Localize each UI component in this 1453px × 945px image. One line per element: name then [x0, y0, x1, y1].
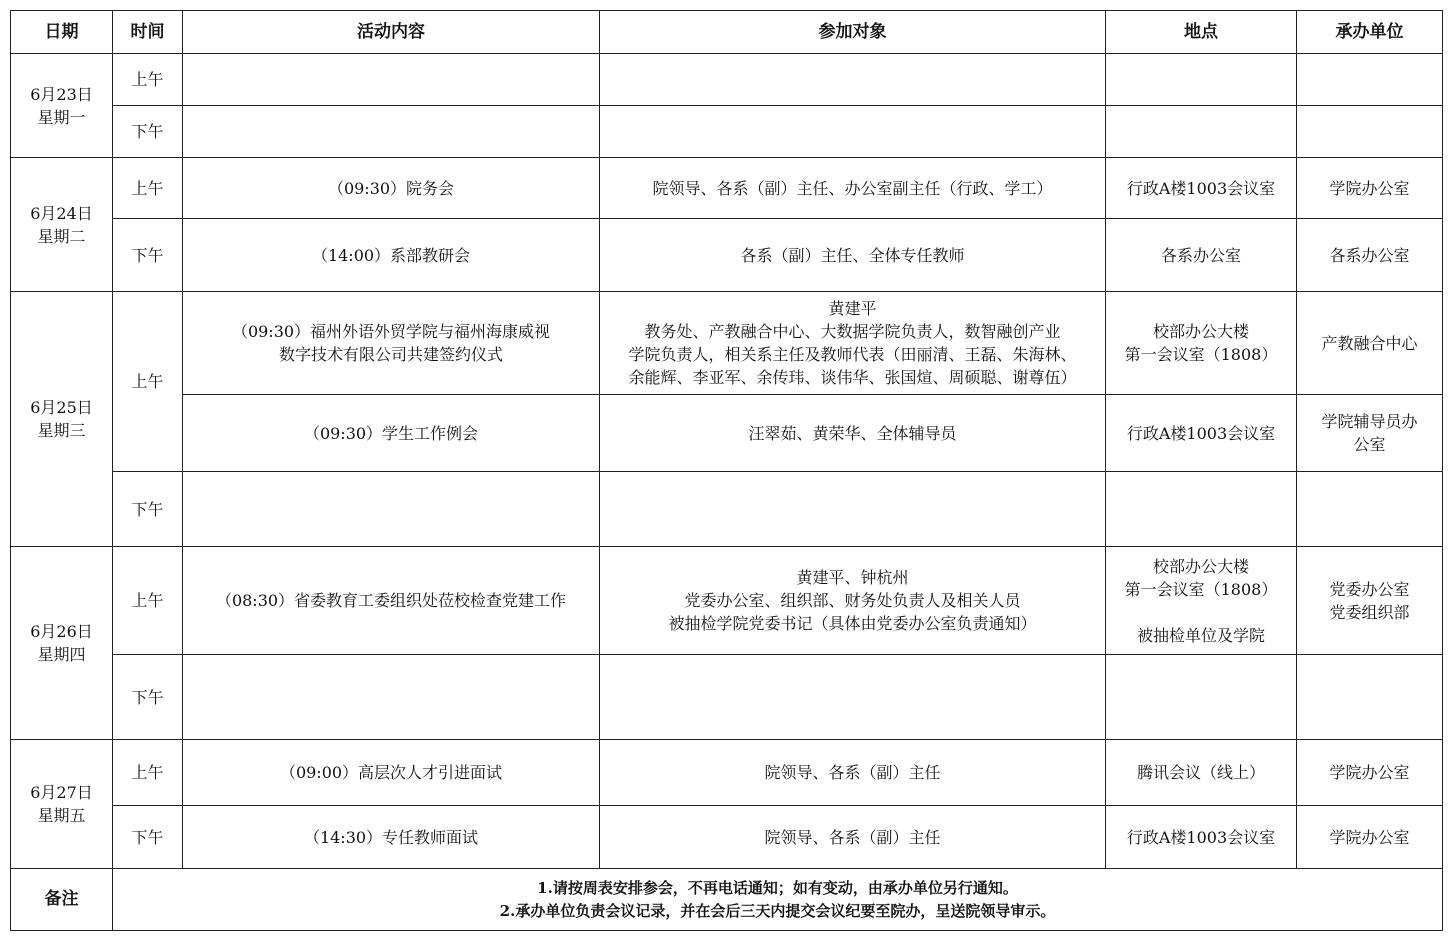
header-attendees: 参加对象: [600, 11, 1106, 54]
activity-cell: （09:30）福州外语外贸学院与福州海康威视 数字技术有限公司共建签约仪式: [183, 292, 600, 395]
organizer-cell: 党委办公室 党委组织部: [1297, 547, 1443, 655]
time-cell: 下午: [113, 472, 183, 547]
header-organizer: 承办单位: [1297, 11, 1443, 54]
activity-cell: （08:30）省委教育工委组织处莅校检查党建工作: [183, 547, 600, 655]
location-cell: 各系办公室: [1106, 219, 1297, 292]
activity-cell: （14:30）专任教师面试: [183, 806, 600, 869]
activity-cell: （09:00）高层次人才引进面试: [183, 740, 600, 806]
table-row: [11, 158, 1443, 219]
date-cell: 6月24日 星期二: [11, 158, 113, 292]
activity-cell: （09:30）学生工作例会: [183, 395, 600, 472]
attendees-cell: 院领导、各系（副）主任: [600, 806, 1106, 869]
note-line: 1.请按周表安排参会，不再电话通知；如有变动，由承办单位另行通知。: [537, 878, 1018, 897]
activity-cell: [183, 655, 600, 740]
activity-cell: （14:00）系部教研会: [183, 219, 600, 292]
activity-cell: [183, 472, 600, 547]
header-activity: 活动内容: [183, 11, 600, 54]
attendees-cell: 院领导、各系（副）主任、办公室副主任（行政、学工）: [600, 158, 1106, 219]
notes-label: 备注: [11, 869, 113, 931]
notes-row: [11, 869, 1443, 931]
organizer-cell: [1297, 54, 1443, 106]
location-cell: 校部办公大楼 第一会议室（1808） 被抽检单位及学院: [1106, 547, 1297, 655]
header-row: [11, 11, 1443, 54]
location-cell: 行政A楼1003会议室: [1106, 806, 1297, 869]
header-time: 时间: [113, 11, 183, 54]
table-row: [11, 740, 1443, 806]
time-cell: 下午: [113, 806, 183, 869]
date-cell: 6月23日 星期一: [11, 54, 113, 158]
organizer-cell: [1297, 106, 1443, 158]
date-cell: 6月26日 星期四: [11, 547, 113, 740]
time-cell: 下午: [113, 655, 183, 740]
table-row: [11, 106, 1443, 158]
activity-cell: （09:30）院务会: [183, 158, 600, 219]
weekly-schedule-table: [10, 10, 1443, 931]
attendees-cell: 院领导、各系（副）主任: [600, 740, 1106, 806]
organizer-cell: [1297, 655, 1443, 740]
location-cell: [1106, 106, 1297, 158]
organizer-cell: [1297, 472, 1443, 547]
note-line: 2.承办单位负责会议记录，并在会后三天内提交会议纪要至院办，呈送院领导审示。: [499, 901, 1056, 920]
date-cell: 6月25日 星期三: [11, 292, 113, 547]
time-cell: 下午: [113, 219, 183, 292]
organizer-cell: 各系办公室: [1297, 219, 1443, 292]
date-cell: 6月27日 星期五: [11, 740, 113, 869]
attendees-cell: [600, 54, 1106, 106]
table-row: [11, 54, 1443, 106]
header-location: 地点: [1106, 11, 1297, 54]
notes-content: [113, 869, 1443, 931]
table-row: [11, 219, 1443, 292]
attendees-cell: 汪翠茹、黄荣华、全体辅导员: [600, 395, 1106, 472]
organizer-cell: 学院辅导员办 公室: [1297, 395, 1443, 472]
time-cell: 上午: [113, 292, 183, 472]
location-cell: 行政A楼1003会议室: [1106, 158, 1297, 219]
attendees-cell: [600, 106, 1106, 158]
time-cell: 上午: [113, 54, 183, 106]
table-row: [11, 806, 1443, 869]
table-row: [11, 395, 1443, 472]
table-row: [11, 292, 1443, 395]
location-cell: 校部办公大楼 第一会议室（1808）: [1106, 292, 1297, 395]
attendees-cell: [600, 472, 1106, 547]
attendees-cell: 黄建平 教务处、产教融合中心、大数据学院负责人，数智融创产业 学院负责人，相关系主任及教师代表（田丽清、王磊、朱海林、 余能辉、李亚军、余传玮、谈伟华、张国煊、周硕聪、谢尊伍）: [600, 292, 1106, 395]
time-cell: 上午: [113, 158, 183, 219]
organizer-cell: 学院办公室: [1297, 158, 1443, 219]
activity-cell: [183, 106, 600, 158]
time-cell: 上午: [113, 740, 183, 806]
organizer-cell: 产教融合中心: [1297, 292, 1443, 395]
activity-cell: [183, 54, 600, 106]
time-cell: 下午: [113, 106, 183, 158]
table-row: [11, 655, 1443, 740]
location-cell: 行政A楼1003会议室: [1106, 395, 1297, 472]
location-cell: 腾讯会议（线上）: [1106, 740, 1297, 806]
location-cell: [1106, 472, 1297, 547]
time-cell: 上午: [113, 547, 183, 655]
location-cell: [1106, 54, 1297, 106]
attendees-cell: 黄建平、钟杭州 党委办公室、组织部、财务处负责人及相关人员 被抽检学院党委书记（具体由党委办公室负责通知）: [600, 547, 1106, 655]
attendees-cell: [600, 655, 1106, 740]
table-row: [11, 547, 1443, 655]
attendees-cell: 各系（副）主任、全体专任教师: [600, 219, 1106, 292]
organizer-cell: 学院办公室: [1297, 806, 1443, 869]
header-date: 日期: [11, 11, 113, 54]
organizer-cell: 学院办公室: [1297, 740, 1443, 806]
table-row: [11, 472, 1443, 547]
location-cell: [1106, 655, 1297, 740]
